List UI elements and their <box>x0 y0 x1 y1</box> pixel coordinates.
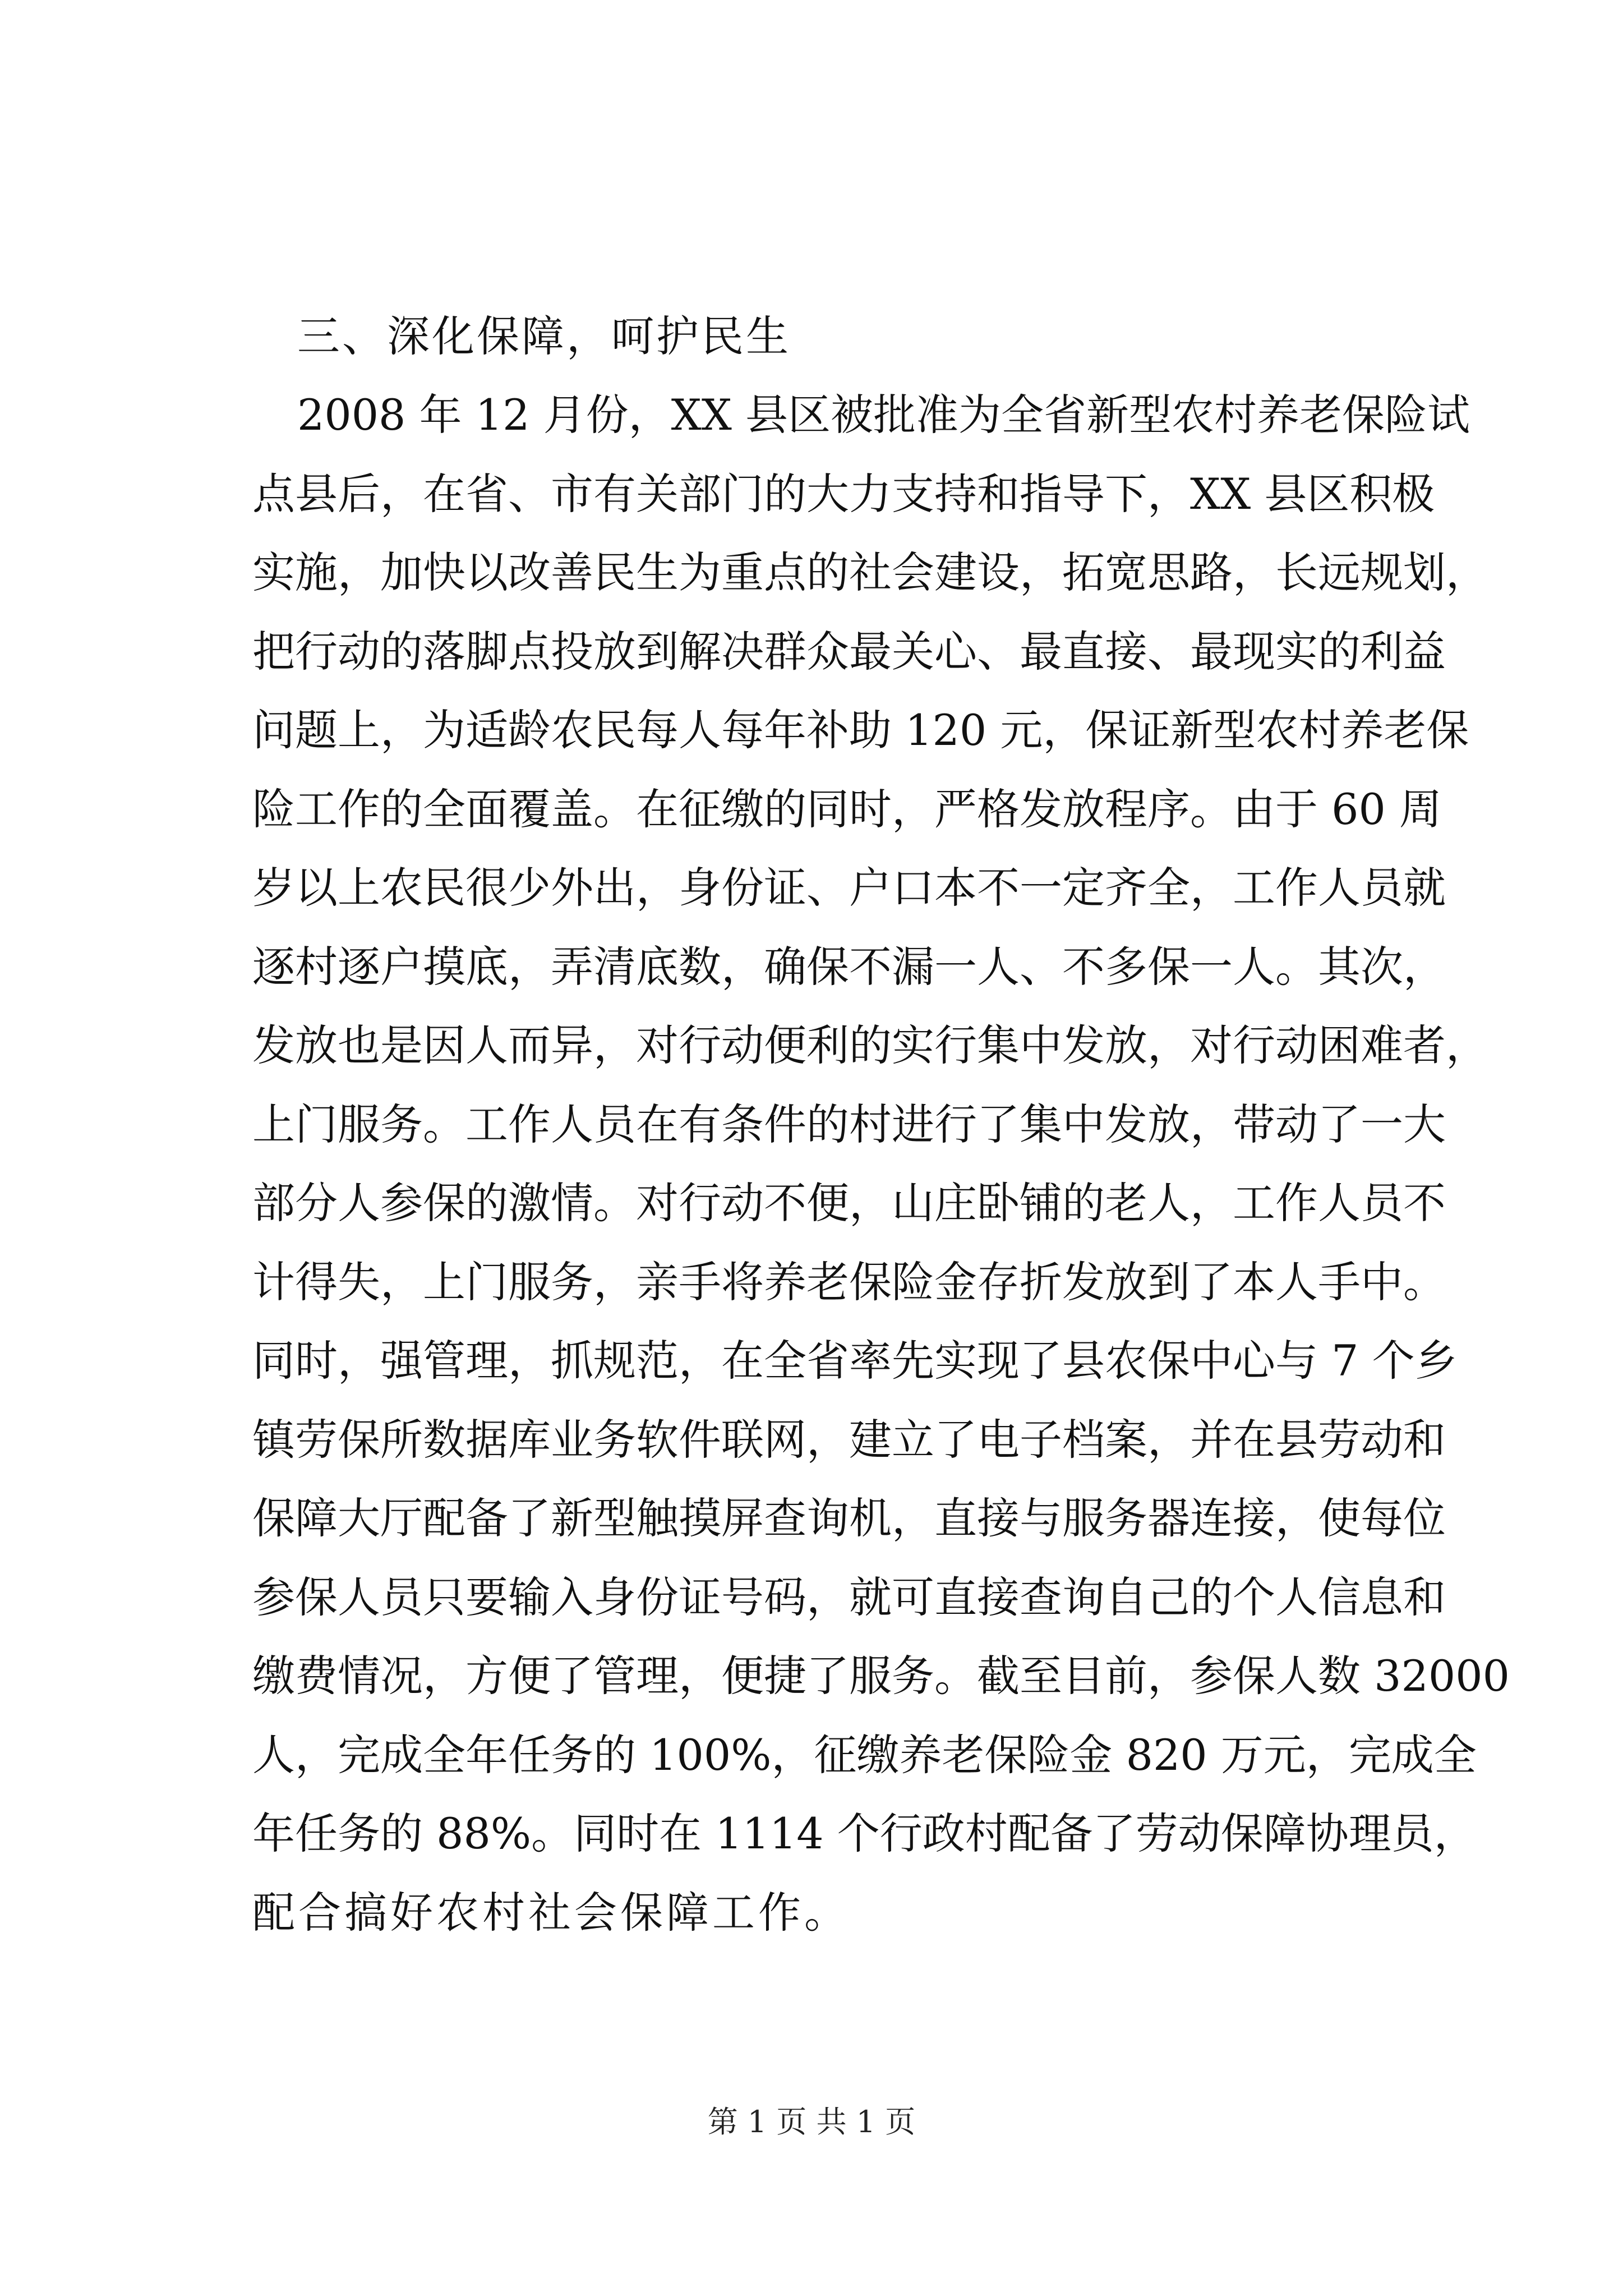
paragraph <box>252 376 1510 1952</box>
paragraph-line: 实施，加快以改善民生为重点的社会建设，拓宽思路，长远规划， <box>252 547 1488 597</box>
paragraph-line: 险工作的全面覆盖。在征缴的同时，严格发放程序。由于 60 周 <box>252 784 1442 834</box>
paragraph-line: 2008 年 12 月份，XX 县区被批准为全省新型农村养老保险试 <box>297 390 1470 440</box>
paragraph-line: 把行动的落脚点投放到解决群众最关心、最直接、最现实的利益 <box>252 626 1446 677</box>
paragraph-line: 人，完成全年任务的 100%，征缴养老保险金 820 万元，完成全 <box>252 1729 1477 1780</box>
document-body <box>252 297 1510 1952</box>
paragraph-line: 逐村逐户摸底，弄清底数，确保不漏一人、不多保一人。其次， <box>252 941 1446 992</box>
paragraph-line: 发放也是因人而异，对行动便利的实行集中发放，对行动困难者， <box>252 1020 1488 1070</box>
paragraph-line: 岁以上农民很少外出，身份证、户口本不一定齐全，工作人员就 <box>252 863 1446 913</box>
section-heading: 三、深化保障，呵护民生 <box>297 311 791 361</box>
paragraph-line: 问题上，为适龄农民每人每年补助 120 元，保证新型农村养老保 <box>252 705 1469 755</box>
paragraph-line: 缴费情况，方便了管理，便捷了服务。截至目前，参保人数 32000 <box>252 1651 1510 1701</box>
paragraph-line: 部分人参保的激情。对行动不便，山庄卧铺的老人，工作人员不 <box>252 1178 1446 1228</box>
page-number-footer: 第 1 页 共 1 页 <box>707 2104 916 2139</box>
paragraph-line: 镇劳保所数据库业务软件联网，建立了电子档案，并在县劳动和 <box>252 1414 1446 1465</box>
paragraph-line: 配合搞好农村社会保障工作。 <box>252 1887 850 1938</box>
paragraph-line: 上门服务。工作人员在有条件的村进行了集中发放，带动了一大 <box>252 1099 1446 1149</box>
paragraph-line: 参保人员只要输入身份证号码，就可直接查询自己的个人信息和 <box>252 1572 1446 1622</box>
paragraph-line: 年任务的 88%。同时在 1114 个行政村配备了劳动保障协理员， <box>252 1809 1477 1858</box>
paragraph-line: 同时，强管理，抓规范，在全省率先实现了县农保中心与 7 个乡 <box>252 1336 1458 1386</box>
paragraph-line: 保障大厅配备了新型触摸屏查询机，直接与服务器连接，使每位 <box>252 1493 1446 1543</box>
paragraph-line: 计得失，上门服务，亲手将养老保险金存折发放到了本人手中。 <box>252 1257 1446 1307</box>
paragraph-line: 点县后，在省、市有关部门的大力支持和指导下，XX 县区积极 <box>252 468 1435 519</box>
